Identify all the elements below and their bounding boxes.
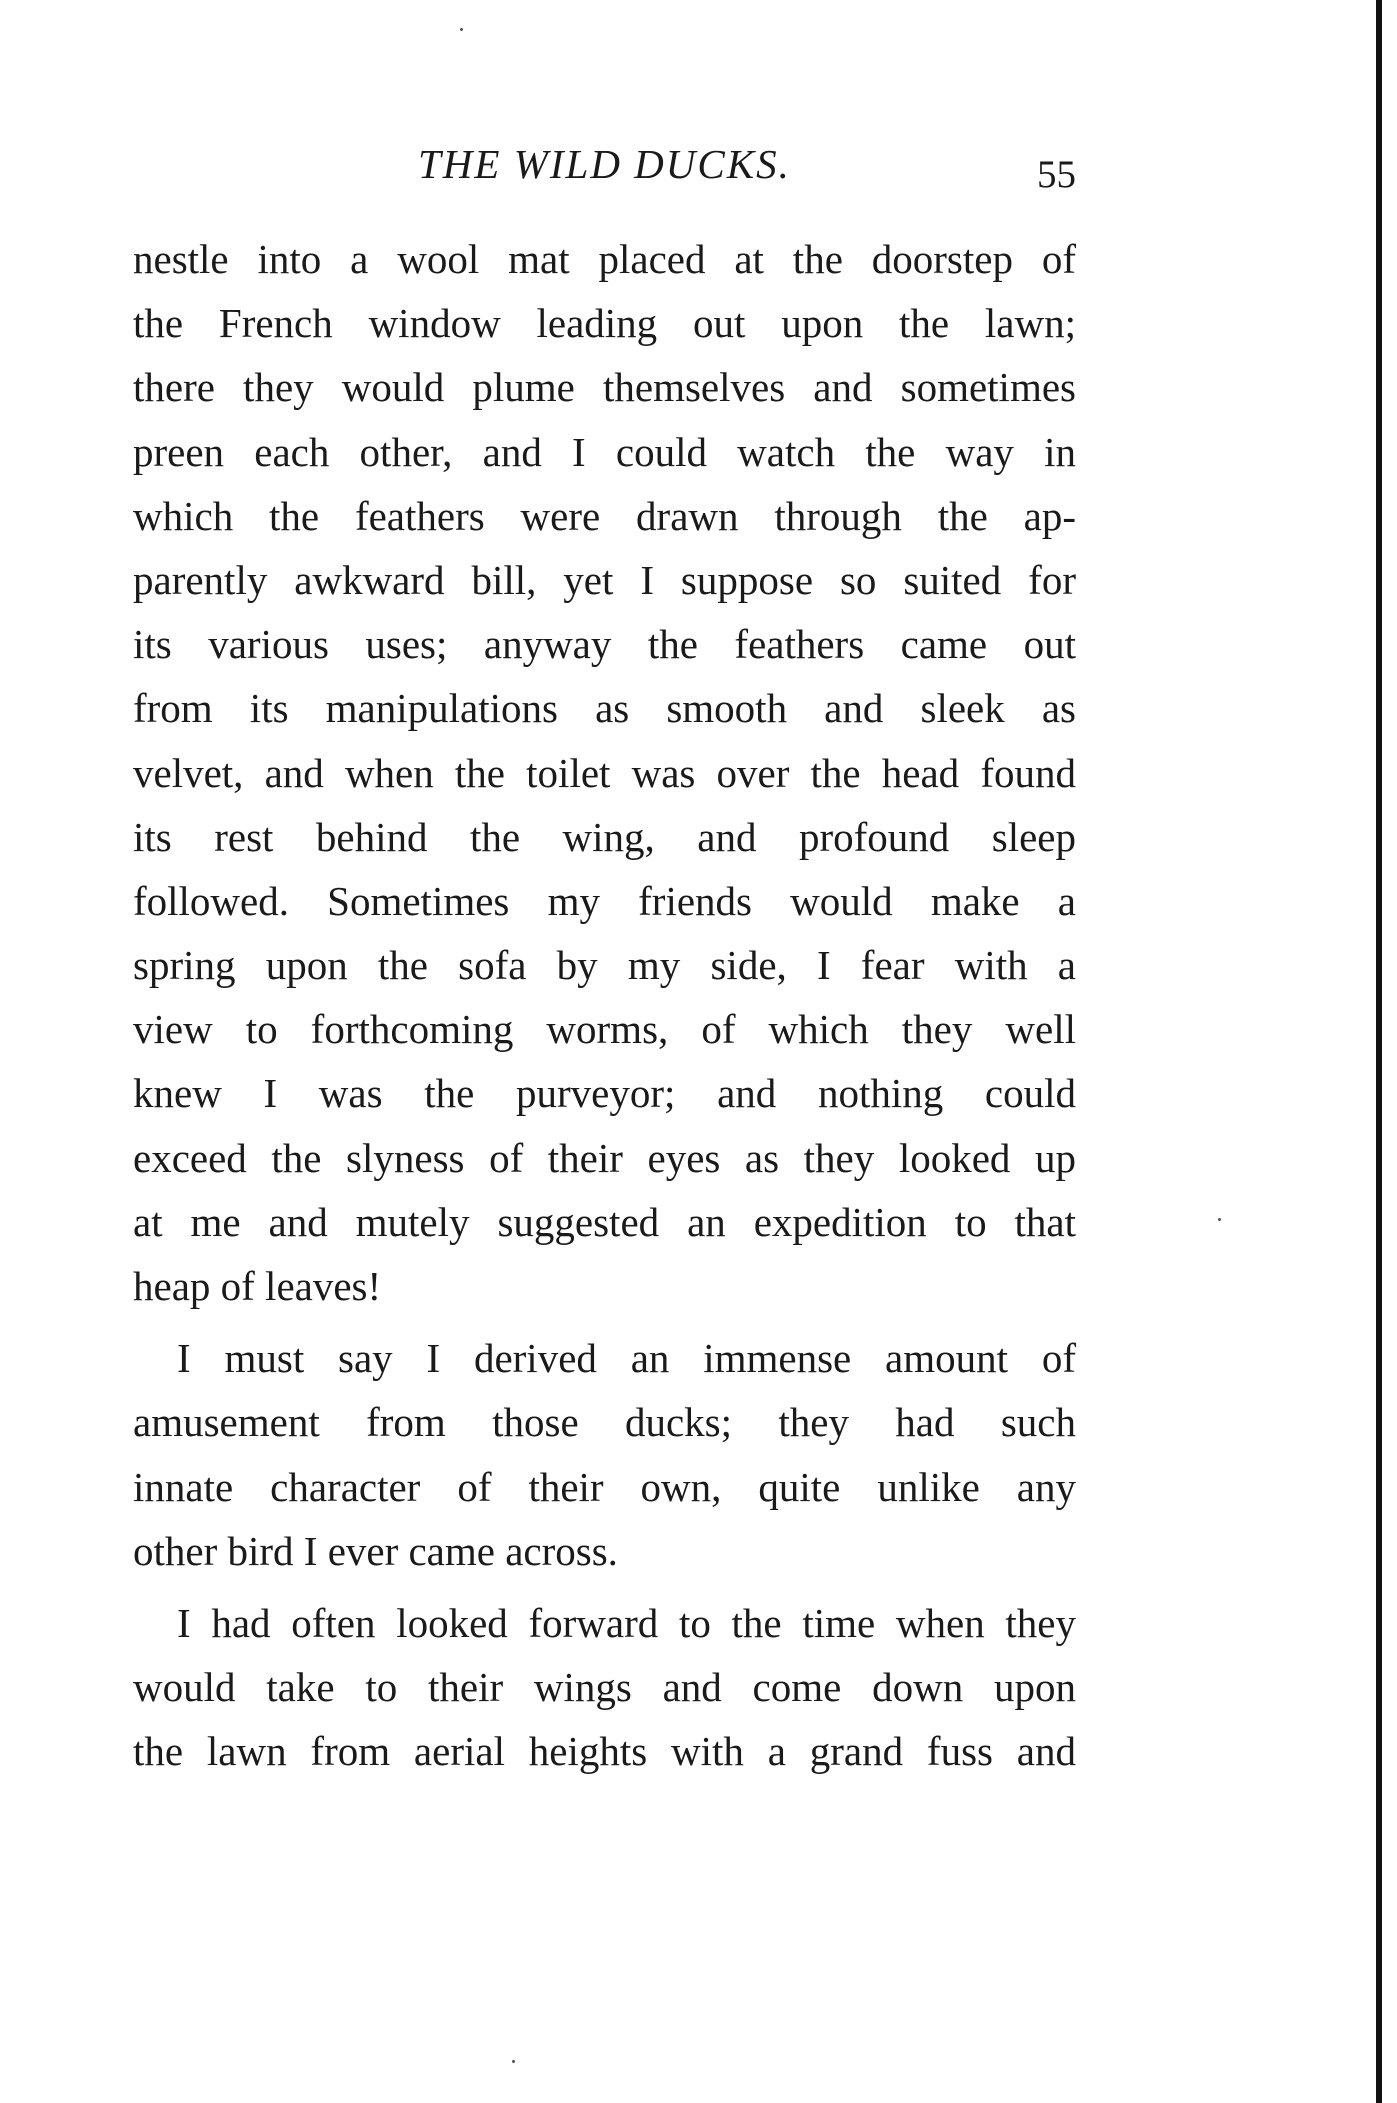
text-line: would take to their wings and come down upon <box>133 1664 1076 1711</box>
text-line: preen each other, and I could watch the way in <box>133 428 1076 475</box>
text-line: there they would plume themselves and sometimes <box>133 364 1076 411</box>
text-line: the French window leading out upon the lawn; <box>133 300 1076 347</box>
paper-speck <box>460 28 463 31</box>
text-line: heap of leaves! <box>133 1263 382 1309</box>
text-line: spring upon the sofa by my side, I fear with a <box>133 942 1076 989</box>
paper-speck <box>1218 1218 1221 1221</box>
paragraph-spacer <box>133 1583 1076 1591</box>
text-line: which the feathers were drawn through the ap- <box>133 492 1076 539</box>
paragraph-1 <box>133 227 1076 1318</box>
text-line: its various uses; anyway the feathers came out <box>133 621 1076 668</box>
text-line: exceed the slyness of their eyes as they looked up <box>133 1134 1076 1181</box>
text-line: amusement from those ducks; they had such <box>133 1399 1076 1446</box>
paragraph-2 <box>133 1326 1076 1583</box>
text-line: other bird I ever came across. <box>133 1527 618 1574</box>
text-line: from its manipulations as smooth and sleek as <box>133 685 1076 732</box>
text-line: knew I was the purveyor; and nothing could <box>133 1070 1076 1117</box>
text-line: velvet, and when the toilet was over the head found <box>133 749 1076 796</box>
text-line: the lawn from aerial heights with a grand fuss and <box>133 1728 1076 1775</box>
running-title: THE WILD DUCKS. <box>418 141 791 187</box>
body-text <box>133 227 1076 1784</box>
page-edge-border <box>1376 0 1382 2103</box>
paper-speck <box>512 2060 515 2063</box>
text-line: I had often looked forward to the time when they <box>177 1599 1076 1646</box>
paragraph-spacer <box>133 1318 1076 1326</box>
text-line: its rest behind the wing, and profound sleep <box>133 813 1076 860</box>
text-line: followed. Sometimes my friends would make a <box>133 877 1076 924</box>
paragraph-3 <box>133 1591 1076 1784</box>
page-header <box>133 140 1076 196</box>
text-line: parently awkward bill, yet I suppose so suited for <box>133 556 1076 603</box>
text-line: nestle into a wool mat placed at the doorstep of <box>133 236 1076 282</box>
text-line: at me and mutely suggested an expedition to that <box>133 1198 1076 1245</box>
text-line: view to forthcoming worms, of which they well <box>133 1006 1076 1053</box>
page-number: 55 <box>1037 153 1076 196</box>
text-line: I must say I derived an immense amount of <box>177 1335 1076 1382</box>
text-line: innate character of their own, quite unlike any <box>133 1463 1076 1510</box>
